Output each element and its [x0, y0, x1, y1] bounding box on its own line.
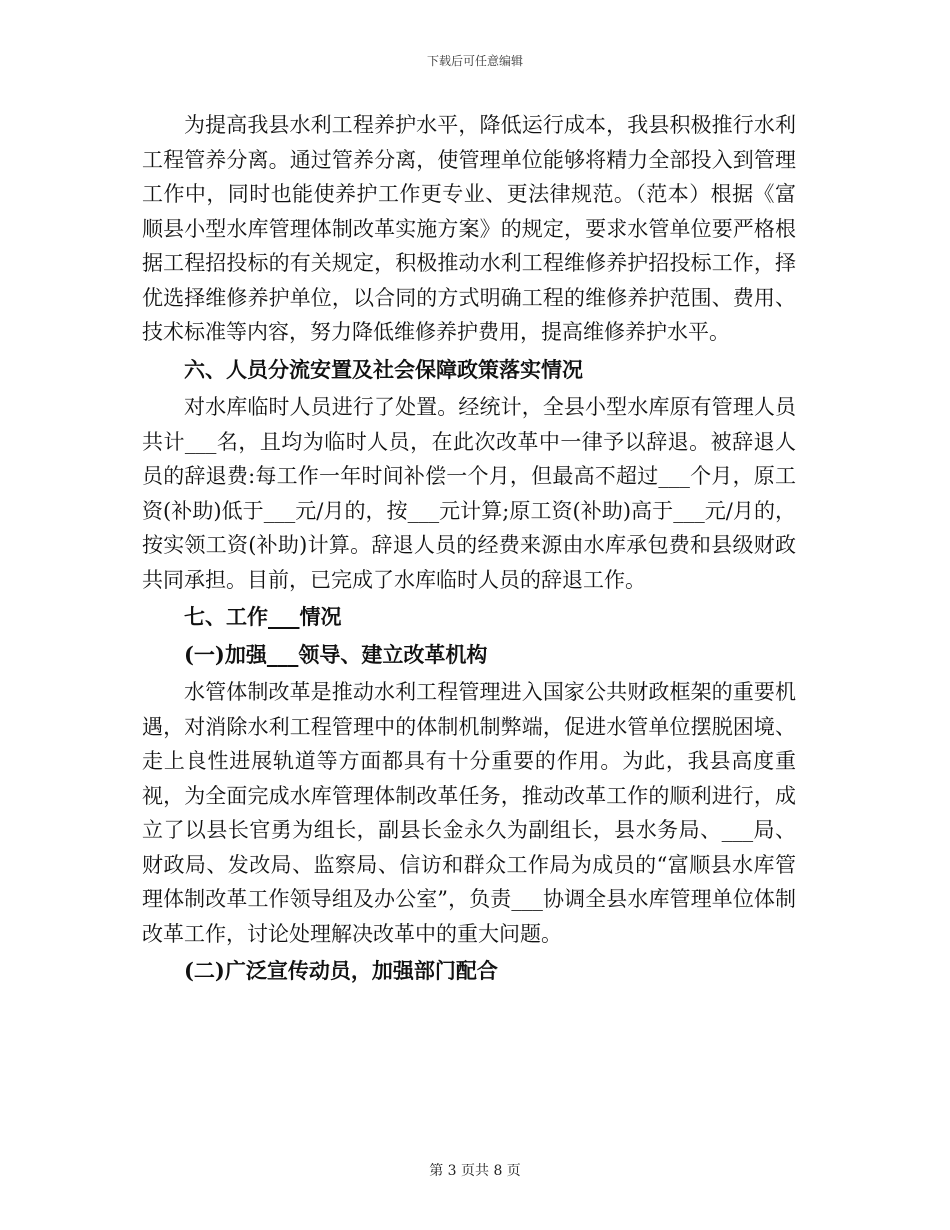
section-heading-7: 七、工作___情况 — [184, 604, 342, 629]
document-body — [142, 108, 796, 992]
paragraph-personnel: 对水库临时人员进行了处置。经统计，全县小型水库原有管理人员共计___名，且均为临时人员，在此次改革中一律予以辞退。被辞退人员的辞退费:每工作一年时间补偿一个月，但最高不超过___个月，原工资(补助)低于___元/月的，按___元计算;原工资(补助)高于___元/月的，按实领工资(补助)计算。辞退人员的经费来源由水库承包费和县级财政共同承担。目前，已完成了水库临时人员的辞退工作。 — [142, 395, 796, 592]
page-header: 下载后可任意编辑 — [426, 54, 523, 68]
paragraph-reform-agency: 水管体制改革是推动水利工程管理进入国家公共财政框架的重要机遇，对消除水利工程管理中的体制机制弊端，促进水管单位摆脱困境、走上良性进展轨道等方面都具有十分重要的作用。为此，我县高度重视，为全面完成水库管理体制改革任务，推动改革工作的顺利进行，成立了以县长官勇为组长，副县长金永久为副组长，县水务局、___局、财政局、发改局、监察局、信访和群众工作局为成员的“富顺县水库管理体制改革工作领导组及办公室”，负责___协调全县水库管理单位体制改革工作，讨论处理解决改革中的重大问题。 — [142, 680, 796, 946]
section-heading-6: 六、人员分流安置及社会保障政策落实情况 — [184, 356, 583, 382]
page-footer: 第 3 页共 8 页 — [429, 1163, 521, 1179]
subsection-heading-7-2: (二)广泛宣传动员，加强部门配合 — [184, 958, 498, 983]
subsection-heading-7-1: (一)加强___领导、建立改革机构 — [184, 641, 488, 667]
paragraph-maintenance: 为提高我县水利工程养护水平，降低运行成本，我县积极推行水利工程管养分离。通过管养分离，使管理单位能够将精力全部投入到管理工作中，同时也能使养护工作更专业、更法律规范。（范本）根据《富顺县小型水库管理体制改革实施方案》的规定，要求水管单位要严格根据工程招投标的有关规定，积极推动水利工程维修养护招投标工作，择优选择维修养护单位，以合同的方式明确工程的维修养护范围、费用、技术标准等内容，努力降低维修养护费用，提高维修养护水平。 — [142, 113, 796, 344]
